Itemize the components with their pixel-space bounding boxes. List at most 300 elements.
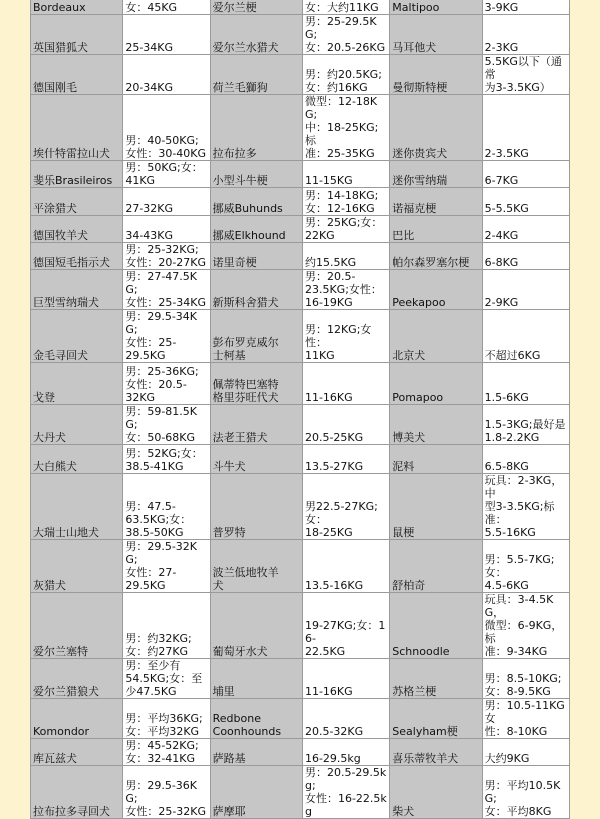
cell-text-line: Sealyham梗 xyxy=(392,725,458,738)
cell-text-line: 女：12-16KG xyxy=(304,202,375,215)
breed-weight-cell xyxy=(482,766,569,819)
table-row xyxy=(31,95,570,161)
table-body xyxy=(31,0,570,819)
breed-weight-cell xyxy=(482,270,569,310)
cell-text-line: 北京犬 xyxy=(392,349,426,362)
breed-name-cell xyxy=(210,739,302,766)
cell-text-line: 54.5KG;女：至 xyxy=(125,672,203,685)
cell-text-line: 爱尔兰梗 xyxy=(212,1,257,14)
cell-text-line: 男：8.5-10KG; xyxy=(484,672,562,685)
cell-text-line: 男：40-50KG; xyxy=(125,134,199,147)
cell-text-line: 男：27-47.5KG; xyxy=(125,270,197,296)
breed-name-cell xyxy=(210,766,302,819)
cell-text-line: 英国猎狐犬 xyxy=(33,41,88,54)
cell-text-line: 女：20.5-26KG xyxy=(304,41,386,54)
table-row xyxy=(31,405,570,445)
breed-weight-cell xyxy=(123,739,210,766)
breed-name-cell xyxy=(210,593,302,659)
breed-weight-cell xyxy=(482,216,569,243)
cell-text-line: 波兰低地牧羊 xyxy=(212,566,279,579)
breed-name-cell xyxy=(31,474,123,540)
cell-text-line: 犬 xyxy=(212,579,224,592)
cell-text-line: 柴犬 xyxy=(392,805,415,818)
breed-name-cell xyxy=(390,243,482,270)
breed-weight-cell xyxy=(482,659,569,699)
cell-text-line: 38.5-50KG xyxy=(125,526,184,539)
cell-text-line: Coonhounds xyxy=(212,725,282,738)
cell-text-line: 29.5KG xyxy=(125,349,166,362)
breed-name-cell xyxy=(390,216,482,243)
cell-text-line: 男：平均36KG; xyxy=(125,712,203,725)
breed-weight-cell xyxy=(123,699,210,739)
breed-name-cell xyxy=(210,270,302,310)
breed-name-cell xyxy=(31,243,123,270)
breed-weight-cell xyxy=(302,766,389,819)
breed-name-cell xyxy=(31,188,123,216)
cell-text-line: 男：平均10.5KG; xyxy=(484,779,561,805)
cell-text-line: 博美犬 xyxy=(392,431,426,444)
breed-weight-cell xyxy=(123,405,210,445)
cell-text-line: 男：12KG;女性： xyxy=(304,323,372,349)
breed-weight-cell xyxy=(302,540,389,593)
cell-text-line: 男：52KG;女： xyxy=(125,447,203,460)
breed-name-cell xyxy=(210,445,302,474)
breed-name-cell xyxy=(31,699,123,739)
cell-text-line: Pomapoo xyxy=(392,391,444,404)
cell-text-line: 2-9KG xyxy=(484,296,519,309)
breed-weight-cell xyxy=(482,243,569,270)
cell-text-line: 德国刚毛 xyxy=(33,81,77,94)
cell-text-line: 22.5KG xyxy=(304,645,346,658)
cell-text-line: 迷你雪纳瑞 xyxy=(392,174,448,187)
table-row xyxy=(31,766,570,819)
cell-text-line: 鼠梗 xyxy=(392,526,415,539)
breed-weight-table xyxy=(30,0,570,819)
cell-text-line: 23.5KG;女性： xyxy=(304,283,382,296)
cell-text-line: 16-29.5kg xyxy=(304,752,361,765)
cell-text-line: 拉布拉多 xyxy=(212,147,257,160)
cell-text-line: 41KG xyxy=(125,174,156,187)
breed-weight-cell xyxy=(123,161,210,188)
cell-text-line: 18-25KG xyxy=(304,526,353,539)
table-row xyxy=(31,699,570,739)
breed-weight-cell xyxy=(123,216,210,243)
cell-text-line: 20-34KG xyxy=(125,81,174,94)
breed-name-cell xyxy=(210,699,302,739)
breed-weight-cell xyxy=(482,739,569,766)
cell-text-line: 埔里 xyxy=(212,685,235,698)
cell-text-line: 男：59-81.5KG; xyxy=(125,405,197,431)
breed-name-cell xyxy=(210,474,302,540)
breed-weight-cell xyxy=(123,243,210,270)
cell-text-line: 63.5KG;女： xyxy=(125,513,192,526)
breed-weight-cell xyxy=(123,766,210,819)
table-row xyxy=(31,15,570,55)
cell-text-line: 男：至少有 xyxy=(125,659,181,672)
cell-text-line: 士柯基 xyxy=(212,349,246,362)
breed-name-cell xyxy=(31,739,123,766)
cell-text-line: 22KG xyxy=(304,229,335,242)
cell-text-line: 男：25-29.5KG; xyxy=(304,15,377,41)
cell-text-line: 2-4KG xyxy=(484,229,519,242)
breed-weight-cell xyxy=(123,188,210,216)
cell-text-line: 平涂猎犬 xyxy=(33,202,77,215)
cell-text-line: 中：18-25KG;标 xyxy=(304,121,379,147)
cell-text-line: 爱尔兰猎狼犬 xyxy=(33,685,99,698)
cell-text-line: 5.5KG以下（通常 xyxy=(484,55,562,81)
breed-weight-cell xyxy=(482,161,569,188)
breed-name-cell xyxy=(31,15,123,55)
breed-weight-cell xyxy=(123,55,210,95)
breed-weight-cell xyxy=(482,540,569,593)
breed-name-cell xyxy=(390,659,482,699)
breed-name-cell xyxy=(390,474,482,540)
breed-weight-cell xyxy=(302,55,389,95)
cell-text-line: 男：29.5-32KG; xyxy=(125,540,197,566)
cell-text-line: Schnoodle xyxy=(392,645,450,658)
cell-text-line: 女：45KG xyxy=(125,1,178,14)
cell-text-line: 男：25-32KG; xyxy=(125,243,199,256)
cell-text-line: 13.5-16KG xyxy=(304,579,364,592)
cell-text-line: 玩具：3-4.5KG， xyxy=(484,593,554,619)
breed-name-cell xyxy=(390,766,482,819)
breed-name-cell xyxy=(31,0,123,15)
breed-name-cell xyxy=(210,363,302,405)
cell-text-line: 格里芬旺代犬 xyxy=(212,391,279,404)
table-row xyxy=(31,243,570,270)
table-row xyxy=(31,445,570,474)
cell-text-line: 库瓦兹犬 xyxy=(33,752,77,765)
cell-text-line: 女：平均8KG xyxy=(484,805,552,818)
cell-text-line: 11-15KG xyxy=(304,174,353,187)
cell-text-line: 11-16KG xyxy=(304,391,353,404)
cell-text-line: 法老王猎犬 xyxy=(212,431,268,444)
breed-name-cell xyxy=(390,405,482,445)
cell-text-line: 苏格兰梗 xyxy=(392,685,437,698)
cell-text-line: 帕尔森罗塞尔梗 xyxy=(392,256,470,269)
cell-text-line: 男：约32KG; xyxy=(125,632,192,645)
table-row xyxy=(31,540,570,593)
cell-text-line: 女：大约11KG xyxy=(304,1,379,14)
breed-weight-cell xyxy=(302,405,389,445)
cell-text-line: 男：45-52KG; xyxy=(125,739,199,752)
breed-name-cell xyxy=(210,0,302,15)
cell-text-line: 6-7KG xyxy=(484,174,519,187)
cell-text-line: 女：50-68KG xyxy=(125,431,196,444)
breed-name-cell xyxy=(31,55,123,95)
cell-text-line: 男：14-18KG; xyxy=(304,189,379,202)
breed-weight-cell xyxy=(302,699,389,739)
cell-text-line: 女性：20.5- xyxy=(125,378,187,391)
breed-name-cell xyxy=(210,95,302,161)
breed-weight-cell xyxy=(482,699,569,739)
cell-text-line: 13.5-27KG xyxy=(304,460,364,473)
breed-name-cell xyxy=(210,659,302,699)
cell-text-line: 埃什特雷拉山犬 xyxy=(33,147,110,160)
cell-text-line: 2-3KG xyxy=(484,41,519,54)
breed-name-cell xyxy=(390,363,482,405)
breed-name-cell xyxy=(390,593,482,659)
cell-text-line: 挪威Buhunds xyxy=(212,202,283,215)
breed-weight-cell xyxy=(482,95,569,161)
table-row xyxy=(31,270,570,310)
breed-name-cell xyxy=(210,310,302,363)
cell-text-line: 巨型雪纳瑞犬 xyxy=(33,296,99,309)
cell-text-line: 泥料 xyxy=(392,460,415,473)
table-row xyxy=(31,659,570,699)
breed-name-cell xyxy=(31,593,123,659)
breed-weight-cell xyxy=(482,188,569,216)
breed-weight-cell xyxy=(302,270,389,310)
cell-text-line: 马耳他犬 xyxy=(392,41,437,54)
cell-text-line: 舒柏奇 xyxy=(392,579,426,592)
breed-name-cell xyxy=(210,15,302,55)
breed-weight-cell xyxy=(482,363,569,405)
cell-text-line: 诺里奇梗 xyxy=(212,256,257,269)
cell-text-line: 38.5-41KG xyxy=(125,460,184,473)
breed-name-cell xyxy=(210,216,302,243)
cell-text-line: 19-27KG;女：16- xyxy=(304,619,386,645)
cell-text-line: 玩具：2-3KG，中 xyxy=(484,474,563,500)
cell-text-line: 德国短毛指示犬 xyxy=(33,256,110,269)
breed-weight-cell xyxy=(123,95,210,161)
cell-text-line: 男：约20.5KG; xyxy=(304,68,382,81)
cell-text-line: 斗牛犬 xyxy=(212,460,246,473)
breed-name-cell xyxy=(31,161,123,188)
cell-text-line: 男：10.5-11KG女 xyxy=(484,699,565,725)
breed-name-cell xyxy=(210,243,302,270)
breed-name-cell xyxy=(210,188,302,216)
cell-text-line: 11-16KG xyxy=(304,685,353,698)
breed-name-cell xyxy=(31,405,123,445)
breed-weight-cell xyxy=(302,310,389,363)
breed-weight-cell xyxy=(123,474,210,540)
cell-text-line: 32KG xyxy=(125,391,156,404)
cell-text-line: 大约9KG xyxy=(484,752,530,765)
cell-text-line: 男：29.5-36KG; xyxy=(125,779,197,805)
cell-text-line: 爱尔兰塞特 xyxy=(33,645,88,658)
breed-name-cell xyxy=(390,445,482,474)
breed-weight-cell xyxy=(302,739,389,766)
cell-text-line: 女性：25-34KG xyxy=(125,296,207,309)
cell-text-line: 6-8KG xyxy=(484,256,519,269)
cell-text-line: 1.8-2.2KG xyxy=(484,431,540,444)
breed-weight-cell xyxy=(482,55,569,95)
breed-weight-cell xyxy=(123,363,210,405)
cell-text-line: 大白熊犬 xyxy=(33,460,77,473)
cell-text-line: 微型：6-9KG，标 xyxy=(484,619,563,645)
breed-weight-cell xyxy=(302,659,389,699)
breed-name-cell xyxy=(31,216,123,243)
breed-weight-cell xyxy=(302,188,389,216)
breed-name-cell xyxy=(31,270,123,310)
breed-name-cell xyxy=(390,699,482,739)
cell-text-line: 巴比 xyxy=(392,229,415,242)
table-container xyxy=(30,0,570,819)
cell-text-line: 1.5-6KG xyxy=(484,391,529,404)
cell-text-line: 男：47.5- xyxy=(125,500,176,513)
breed-name-cell xyxy=(31,363,123,405)
cell-text-line: 新斯科舍猎犬 xyxy=(212,296,279,309)
cell-text-line: 斐乐Brasileiros xyxy=(33,174,113,187)
table-row xyxy=(31,593,570,659)
cell-text-line: 5.5-16KG xyxy=(484,526,536,539)
breed-name-cell xyxy=(390,270,482,310)
breed-name-cell xyxy=(210,405,302,445)
cell-text-line: 爱尔兰水猎犬 xyxy=(212,41,279,54)
breed-name-cell xyxy=(390,0,482,15)
cell-text-line: 男：50KG;女： xyxy=(125,161,203,174)
cell-text-line: 荷兰毛獅狗 xyxy=(212,81,268,94)
cell-text-line: 男：20.5-29.5kg; xyxy=(304,766,387,792)
breed-weight-cell xyxy=(123,659,210,699)
breed-weight-cell xyxy=(302,363,389,405)
table-row xyxy=(31,216,570,243)
breed-weight-cell xyxy=(302,15,389,55)
breed-name-cell xyxy=(31,766,123,819)
cell-text-line: 彭布罗克威尔 xyxy=(212,336,279,349)
cell-text-line: Maltipoo xyxy=(392,1,440,14)
breed-name-cell xyxy=(210,55,302,95)
cell-text-line: 萨路基 xyxy=(212,752,246,765)
cell-text-line: 大瑞士山地犬 xyxy=(33,526,99,539)
cell-text-line: 1.5-3KG;最好是 xyxy=(484,418,566,431)
breed-weight-cell xyxy=(302,95,389,161)
cell-text-line: 男：20.5- xyxy=(304,270,356,283)
cell-text-line: 拉布拉多寻回犬 xyxy=(33,805,110,818)
cell-text-line: 金毛寻回犬 xyxy=(33,349,88,362)
cell-text-line: 诺福克梗 xyxy=(392,202,437,215)
cell-text-line: 喜乐蒂牧羊犬 xyxy=(392,752,459,765)
cell-text-line: 女性：25-32KG xyxy=(125,805,207,818)
cell-text-line: 20.5-25KG xyxy=(304,431,364,444)
breed-weight-cell xyxy=(302,243,389,270)
table-row xyxy=(31,474,570,540)
breed-name-cell xyxy=(390,188,482,216)
breed-weight-cell xyxy=(482,593,569,659)
breed-weight-cell xyxy=(482,445,569,474)
cell-text-line: 德国牧羊犬 xyxy=(33,229,88,242)
breed-weight-cell xyxy=(123,0,210,15)
table-row xyxy=(31,0,570,15)
cell-text-line: 大丹犬 xyxy=(33,431,66,444)
cell-text-line: 佩蒂特巴塞特 xyxy=(212,378,279,391)
breed-name-cell xyxy=(390,55,482,95)
table-row xyxy=(31,161,570,188)
breed-weight-cell xyxy=(302,161,389,188)
cell-text-line: 萨摩耶 xyxy=(212,805,246,818)
cell-text-line: 5-5.5KG xyxy=(484,202,529,215)
cell-text-line: 小型斗牛梗 xyxy=(212,174,268,187)
breed-weight-cell xyxy=(482,474,569,540)
breed-weight-cell xyxy=(302,474,389,540)
breed-name-cell xyxy=(390,739,482,766)
cell-text-line: 20.5-32KG xyxy=(304,725,364,738)
cell-text-line: 男：29.5-34KG; xyxy=(125,310,197,336)
cell-text-line: 女：约16KG xyxy=(304,81,368,94)
breed-name-cell xyxy=(210,161,302,188)
cell-text-line: 少47.5KG xyxy=(125,685,177,698)
cell-text-line: 迷你贵宾犬 xyxy=(392,147,448,160)
cell-text-line: 女性：27- xyxy=(125,566,177,579)
cell-text-line: 葡萄牙水犬 xyxy=(212,645,268,658)
cell-text-line: Komondor xyxy=(33,725,90,738)
breed-weight-cell xyxy=(123,270,210,310)
breed-weight-cell xyxy=(123,593,210,659)
cell-text-line: 女：平均32KG xyxy=(125,725,200,738)
cell-text-line: 普罗特 xyxy=(212,526,246,539)
cell-text-line: 微型：12-18KG; xyxy=(304,95,378,121)
cell-text-line: Redbone xyxy=(212,712,261,725)
cell-text-line: 为3-3.5KG） xyxy=(484,81,551,94)
cell-text-line: 男22.5-27KG;女： xyxy=(304,500,378,526)
cell-text-line: 女性：16-22.5kg xyxy=(304,792,387,818)
breed-weight-cell xyxy=(482,15,569,55)
breed-name-cell xyxy=(31,310,123,363)
breed-weight-cell xyxy=(482,0,569,15)
breed-name-cell xyxy=(210,540,302,593)
breed-name-cell xyxy=(390,310,482,363)
breed-name-cell xyxy=(31,659,123,699)
cell-text-line: 准：25-35KG xyxy=(304,147,375,160)
breed-weight-cell xyxy=(302,593,389,659)
cell-text-line: 男：25KG;女： xyxy=(304,216,383,229)
breed-name-cell xyxy=(390,161,482,188)
table-row xyxy=(31,55,570,95)
breed-name-cell xyxy=(31,95,123,161)
cell-text-line: 性：8-10KG xyxy=(484,725,548,738)
cell-text-line: 11KG xyxy=(304,349,335,362)
cell-text-line: 29.5KG xyxy=(125,579,166,592)
cell-text-line: 戈登 xyxy=(33,391,55,404)
breed-weight-cell xyxy=(482,310,569,363)
cell-text-line: 2-3.5KG xyxy=(484,147,529,160)
cell-text-line: 约15.5KG xyxy=(304,256,357,269)
table-row xyxy=(31,188,570,216)
breed-name-cell xyxy=(390,15,482,55)
cell-text-line: Bordeaux xyxy=(33,1,86,14)
breed-weight-cell xyxy=(123,540,210,593)
cell-text-line: 男：25-36KG; xyxy=(125,365,199,378)
table-row xyxy=(31,310,570,363)
cell-text-line: 27-32KG xyxy=(125,202,174,215)
breed-name-cell xyxy=(390,540,482,593)
cell-text-line: 不超过6KG xyxy=(484,349,541,362)
cell-text-line: 准：9-34KG xyxy=(484,645,548,658)
cell-text-line: 女：32-41KG xyxy=(125,752,196,765)
breed-weight-cell xyxy=(302,216,389,243)
breed-name-cell xyxy=(390,95,482,161)
breed-weight-cell xyxy=(482,405,569,445)
cell-text-line: 16-19KG xyxy=(304,296,353,309)
cell-text-line: 女性：30-40KG xyxy=(125,147,207,160)
cell-text-line: 4.5-6KG xyxy=(484,579,529,592)
table-row xyxy=(31,739,570,766)
cell-text-line: 女：8-9.5KG xyxy=(484,685,551,698)
breed-weight-cell xyxy=(302,0,389,15)
cell-text-line: 女性：20-27KG xyxy=(125,256,207,269)
cell-text-line: Peekapoo xyxy=(392,296,446,309)
cell-text-line: 3-9KG xyxy=(484,1,519,14)
table-row xyxy=(31,363,570,405)
cell-text-line: 型3-3.5KG;标准： xyxy=(484,500,555,526)
breed-weight-cell xyxy=(123,310,210,363)
cell-text-line: 女性：25- xyxy=(125,336,177,349)
cell-text-line: 25-34KG xyxy=(125,41,174,54)
cell-text-line: 挪威Elkhound xyxy=(212,229,286,242)
breed-weight-cell xyxy=(123,445,210,474)
cell-text-line: 34-43KG xyxy=(125,229,174,242)
